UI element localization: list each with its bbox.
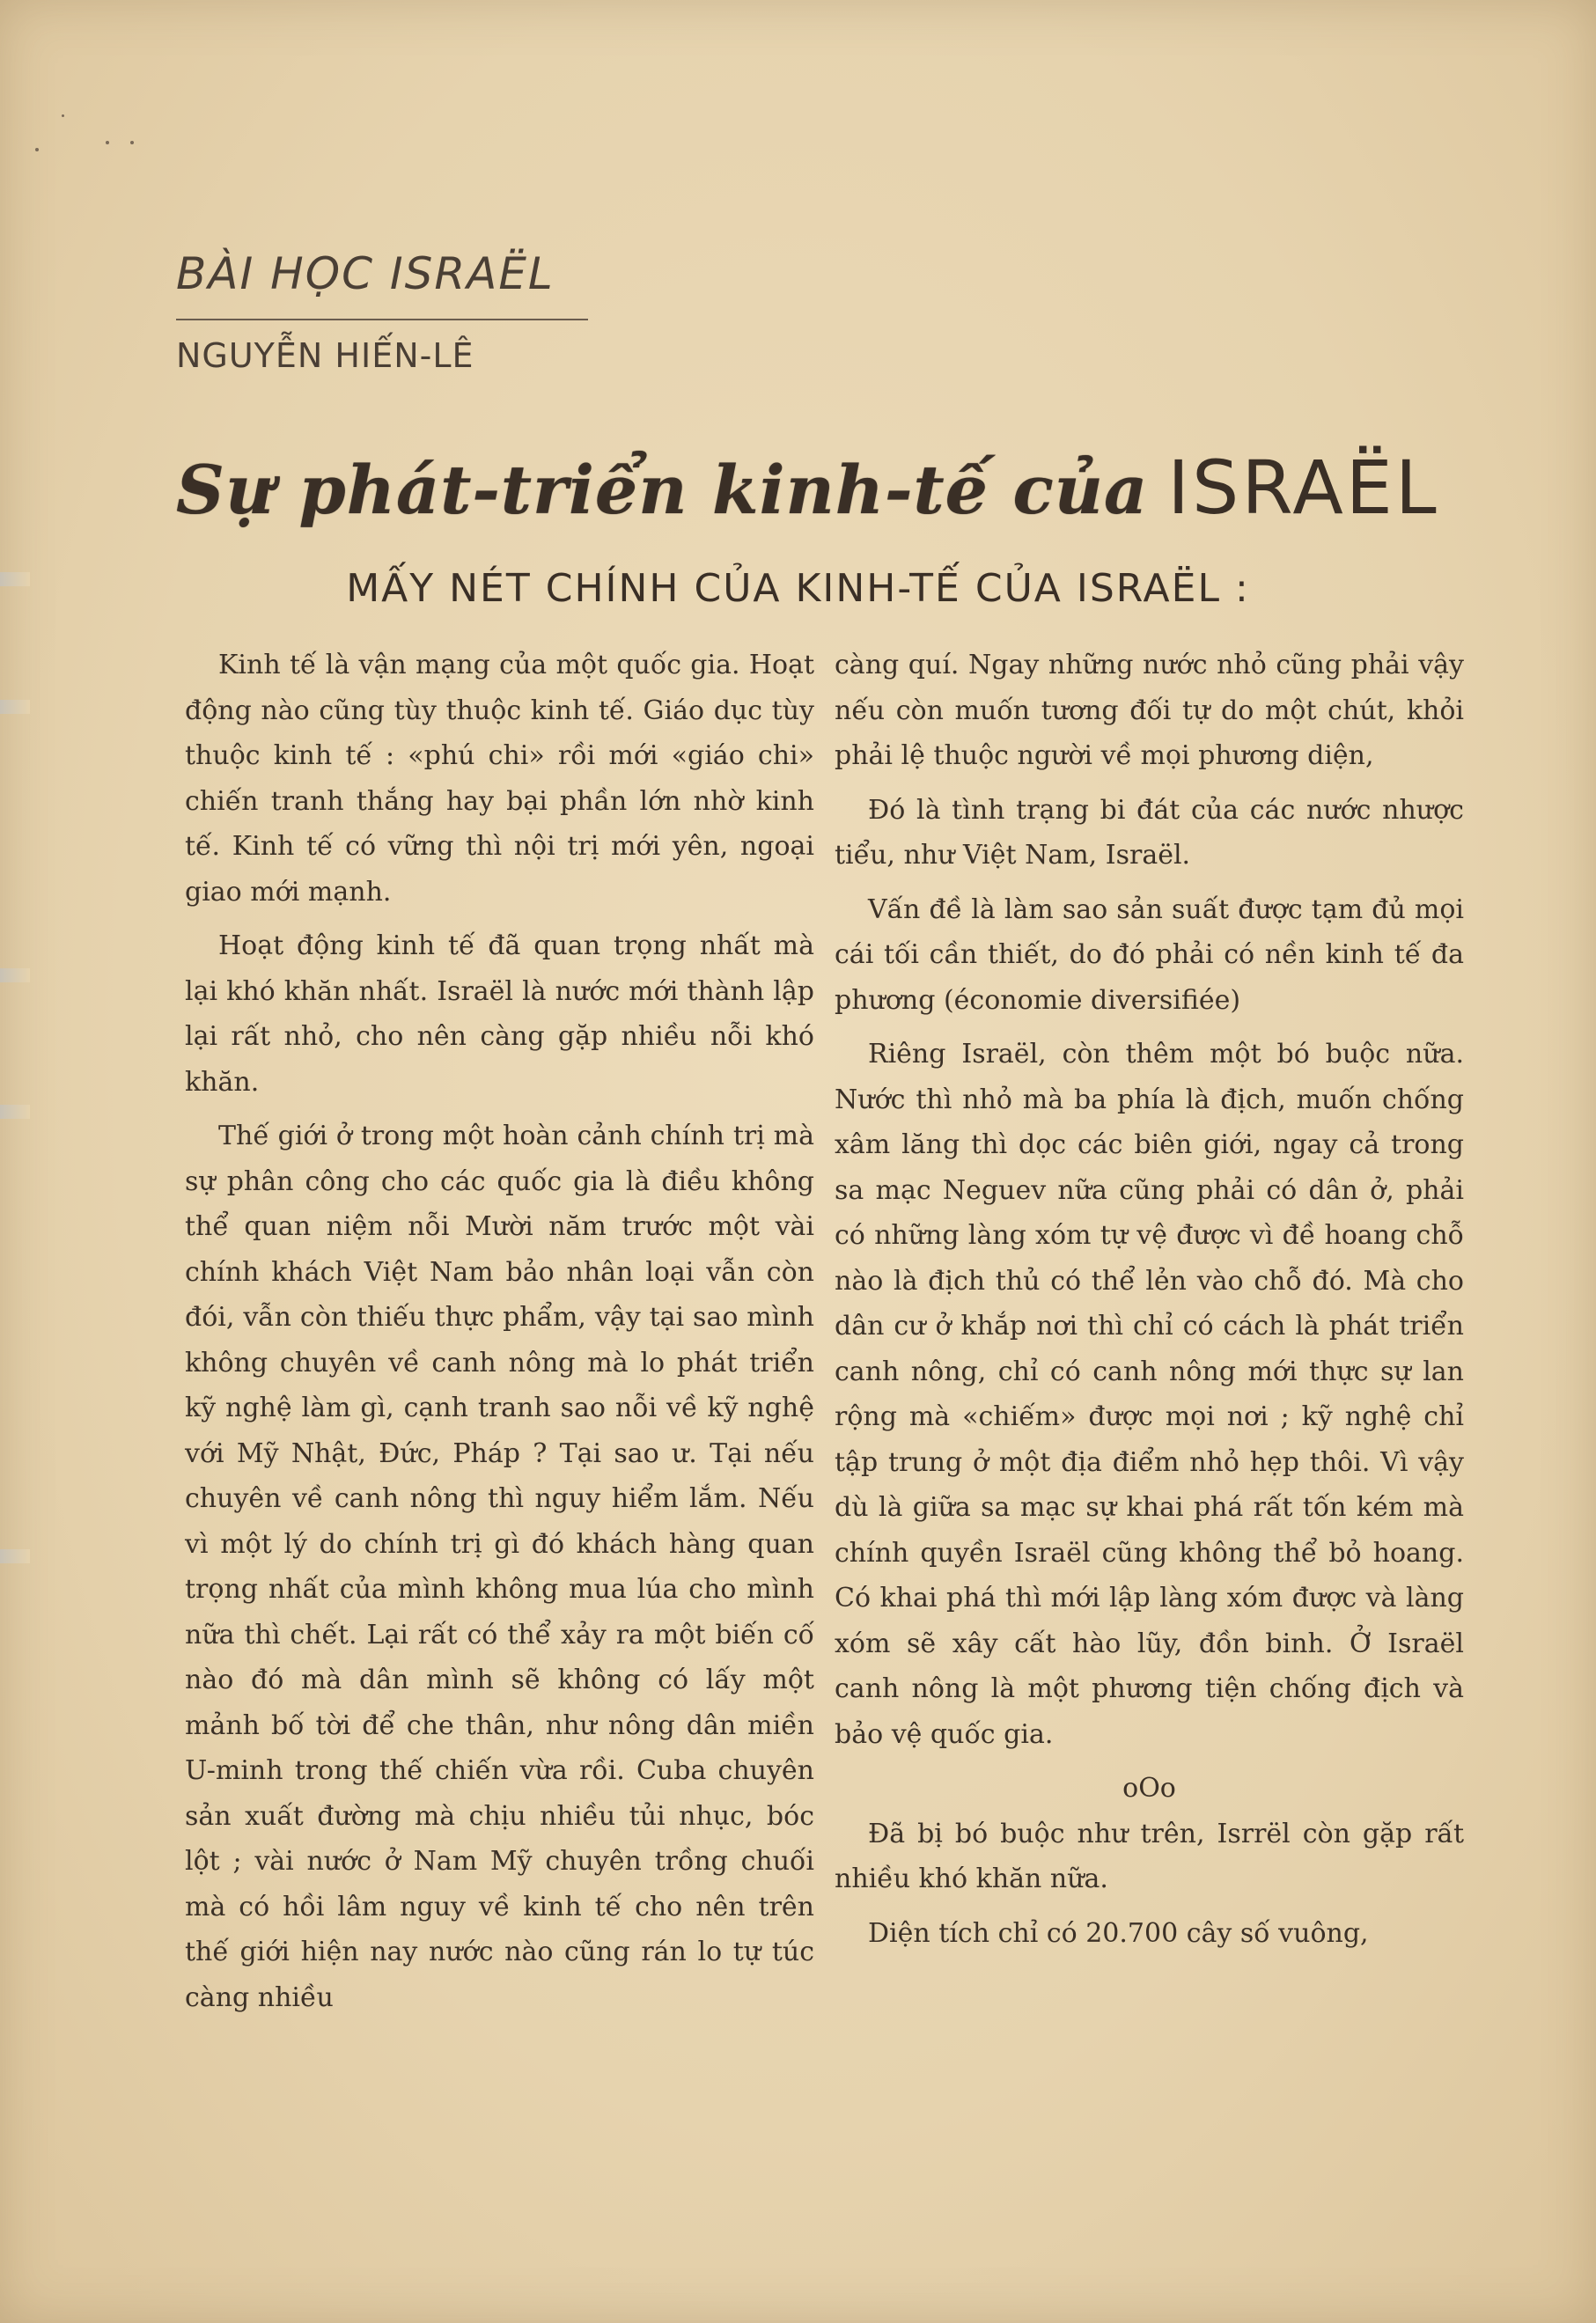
binding-hole-mark: [0, 1549, 30, 1563]
paragraph: Thế giới ở trong một hoàn cảnh chính trị mà sự phân công cho các quốc gia là điều không thể quan niệm nỗi Mười năm trước một vài chính khách Việt Nam bảo nhân loại vẫn còn đói, vẫn còn thiếu thực phẩm, vậy tại sao mình không chuyên về canh nông mà lo phát triển kỹ nghệ làm gì, cạnh tranh sao nỗi về kỹ nghệ với Mỹ Nhật, Đức, Pháp ? Tại sao ư. Tại nếu chuyên về canh nông thì nguy hiểm lắm. Nếu vì một lý do chính trị gì đó khách hàng quan trọng nhất của mình không mua lúa cho mình nữa thì chết. Lại rất có thể xảy ra một biến cố nào đó mà dân mình sẽ không có lấy một mảnh bố tời để che thân, như nông dân miền U-minh trong thế chiến vừa rồi. Cuba chuyên sản xuất đường mà chịu nhiều tủi nhục, bóc lột ; vài nước ở Nam Mỹ chuyên trồng chuối mà có hồi lâm nguy về kinh tế cho nên trên thế giới hiện nay nước nào cũng rán lo tự túc càng nhiều: [185, 1121, 814, 2013]
paragraph: Hoạt động kinh tế đã quan trọng nhất mà lại khó khăn nhất. Israël là nước mới thành lập lại rất nhỏ, cho nên càng gặp nhiều nỗi khó khăn.: [185, 930, 814, 1098]
paper-speck: [106, 141, 109, 144]
section-heading: MẤY NÉT CHÍNH CỦA KINH-TẾ CỦA ISRAËL :: [346, 566, 1250, 611]
series-divider: [176, 319, 588, 320]
headline-italic-part: Sự phát-triển kinh-tế của: [176, 451, 1149, 529]
headline-caps-part: ISRAËL: [1167, 445, 1439, 531]
binding-hole-mark: [0, 1105, 30, 1119]
article-headline: [176, 445, 1461, 531]
paper-speck: [130, 141, 134, 144]
paragraph: Diện tích chỉ có 20.700 cây số vuông,: [868, 1917, 1369, 1949]
paragraph: Đã bị bó buộc như trên, Isrrël còn gặp rất nhiều khó khăn nữa.: [835, 1818, 1464, 1894]
paragraph: càng quí. Ngay những nước nhỏ cũng phải vậy nếu còn muốn tương đối tự do một chút, khỏi phải lệ thuộc người về mọi phương diện,: [835, 650, 1464, 771]
right-column: [835, 643, 1464, 1965]
paragraph: Vấn đề là làm sao sản suất được tạm đủ mọi cái tối cần thiết, do đó phải có nền kinh tế đa phương (économie diversifiée): [835, 893, 1464, 1016]
left-column: [185, 643, 814, 2029]
series-title: BÀI HỌC ISRAËL: [176, 248, 555, 299]
paragraph: Kinh tế là vận mạng của một quốc gia. Hoạt động nào cũng tùy thuộc kinh tế. Giáo dục tùy thuộc kinh tế : «phú chi» rồi mới «giáo chi» chiến tranh thắng hay bại phần lớn nhờ kinh tế. Kinh tế có vững thì nội trị mới yên, ngoại giao mới mạnh.: [185, 650, 814, 908]
paper-speck: [62, 114, 64, 117]
paper-speck: [35, 148, 39, 151]
section-separator: oOo: [1122, 1773, 1176, 1804]
binding-hole-mark: [0, 700, 30, 714]
author-name: NGUYỄN HIẾN-LÊ: [176, 336, 474, 375]
binding-hole-mark: [0, 968, 30, 982]
paragraph: Riêng Israël, còn thêm một bó buộc nữa. Nước thì nhỏ mà ba phía là địch, muốn chống xâm lăng thì dọc các biên giới, ngay cả trong sa mạc Neguev nữa cũng phải có dân ở, phải có những làng xóm tự vệ được vì đề hoang chỗ nào là địch thủ có thể lẻn vào chỗ đó. Mà cho dân cư ở khắp nơi thì chỉ có cách là phát triển canh nông, chỉ có canh nông mới thực sự lan rộng mà «chiếm» được mọi nơi ; kỹ nghệ chỉ tập trung ở một địa điểm nhỏ hẹp thôi. Vì vậy dù là giữa sa mạc sự khai phá rất tốn kém mà chính quyền Israël cũng không thể bỏ hoang. Có khai phá thì mới lập làng xóm được và làng xóm sẽ xây cất hào lũy, đồn binh. Ở Israël canh nông là một phương tiện chống địch và bảo vệ quốc gia.: [835, 1039, 1464, 1750]
paragraph: Đó là tình trạng bi đát của các nước nhược tiểu, như Việt Nam, Israël.: [835, 794, 1464, 871]
